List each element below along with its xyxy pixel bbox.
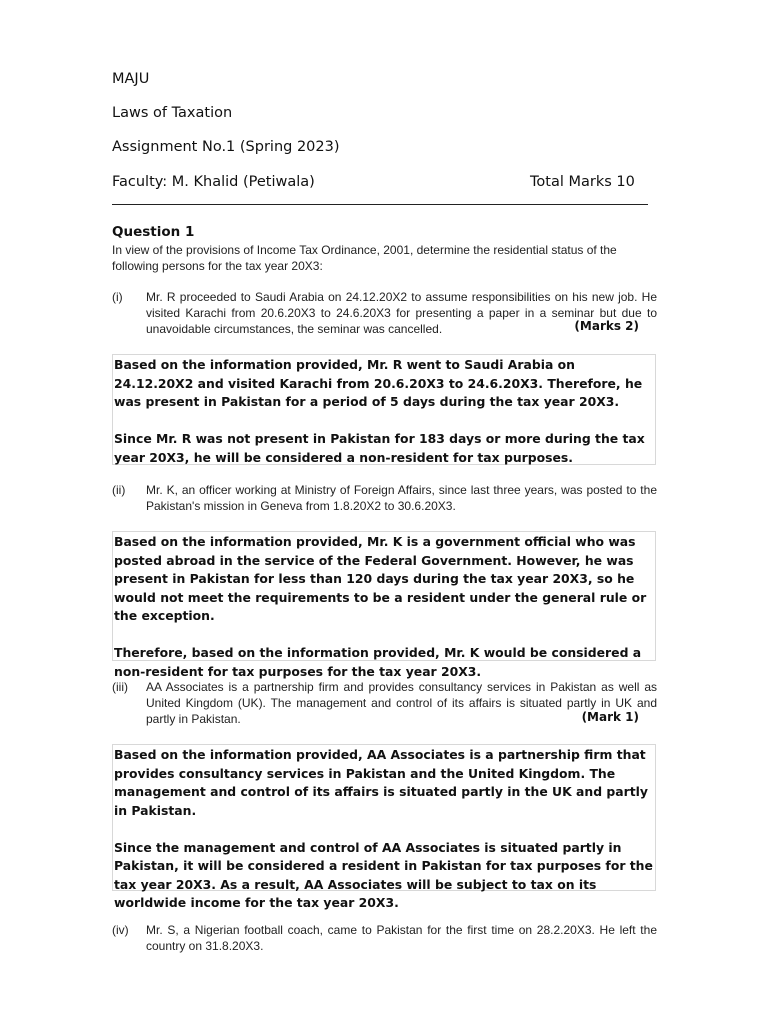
faculty-name: Faculty: M. Khalid (Petiwala) bbox=[112, 174, 315, 190]
answer-box bbox=[112, 531, 656, 679]
answer-box bbox=[112, 744, 656, 910]
question-intro: In view of the provisions of Income Tax Ordinance, 2001, determine the residential status of the following persons for the tax year 20X3: bbox=[112, 243, 617, 273]
answer-paragraph: Therefore, based on the information provided, Mr. K would be considered a non-resident for tax purposes for the tax year 20X3. bbox=[114, 645, 642, 679]
item-text: AA Associates is a partnership firm and provides consultancy services in Pakistan as well as United Kingdom (UK). The management and control of its affairs is situated partly in UK and partly in Pakistan. bbox=[146, 680, 657, 726]
total-marks: Total Marks 10 bbox=[530, 174, 635, 190]
institution-name: MAJU bbox=[112, 71, 150, 87]
item-text: Mr. S, a Nigerian football coach, came to Pakistan for the first time on 28.2.20X3. He left the country on 31.8.20X3. bbox=[146, 923, 657, 953]
answer-paragraph: Based on the information provided, Mr. K is a government official who was posted abroad in the service of the Federal Government. However, he was present in Pakistan for less than 120 days during the tax year 20X3, so he would not meet the requirements to be a resident under the general rule or the exception. bbox=[114, 534, 647, 623]
item-marks: (Marks 2) bbox=[574, 319, 639, 333]
course-title: Laws of Taxation bbox=[112, 105, 233, 121]
item-text: Mr. K, an officer working at Ministry of Foreign Affairs, since last three years, was posted to the Pakistan's mission in Geneva from 1.8.20X2 to 30.6.20X3. bbox=[146, 483, 657, 513]
assignment-title: Assignment No.1 (Spring 2023) bbox=[112, 139, 340, 155]
item-text: Mr. R proceeded to Saudi Arabia on 24.12.20X2 to assume responsibilities on his new job. He visited Karachi from 20.6.20X3 to 24.6.20X3 for presenting a paper in a seminar but due to unavoidable circumstances, the seminar was cancelled. bbox=[146, 290, 657, 336]
question-item bbox=[112, 679, 657, 727]
header-divider bbox=[112, 204, 648, 205]
question-item bbox=[112, 482, 657, 514]
question-item bbox=[112, 289, 657, 337]
question-title: Question 1 bbox=[112, 224, 195, 240]
item-marks: (Mark 1) bbox=[581, 710, 639, 724]
answer-paragraph: Based on the information provided, AA Associates is a partnership firm that provides consultancy services in Pakistan and the United Kingdom. The management and control of its affairs is situated partly in the UK and partly in Pakistan. bbox=[114, 747, 648, 818]
answer-paragraph: Since the management and control of AA Associates is situated partly in Pakistan, it will be considered a resident in Pakistan for tax purposes for the tax year 20X3. As a result, AA Associates will be subject to tax on its worldwide income for the tax year 20X3. bbox=[114, 839, 653, 910]
item-number: (i) bbox=[112, 290, 123, 304]
question-item bbox=[112, 922, 657, 954]
answer-paragraph: Based on the information provided, Mr. R went to Saudi Arabia on 24.12.20X2 and visited Karachi from 20.6.20X3 to 24.6.20X3. Therefore, he was present in Pakistan for a period of 5 days during the tax year 20X3. bbox=[114, 357, 643, 409]
item-number: (iv) bbox=[112, 923, 129, 937]
item-number: (ii) bbox=[112, 483, 126, 497]
answer-paragraph: Since Mr. R was not present in Pakistan for 183 days or more during the tax year 20X3, he will be considered a non-resident for tax purposes. bbox=[114, 431, 645, 465]
answer-box bbox=[112, 354, 656, 465]
item-number: (iii) bbox=[112, 680, 128, 694]
